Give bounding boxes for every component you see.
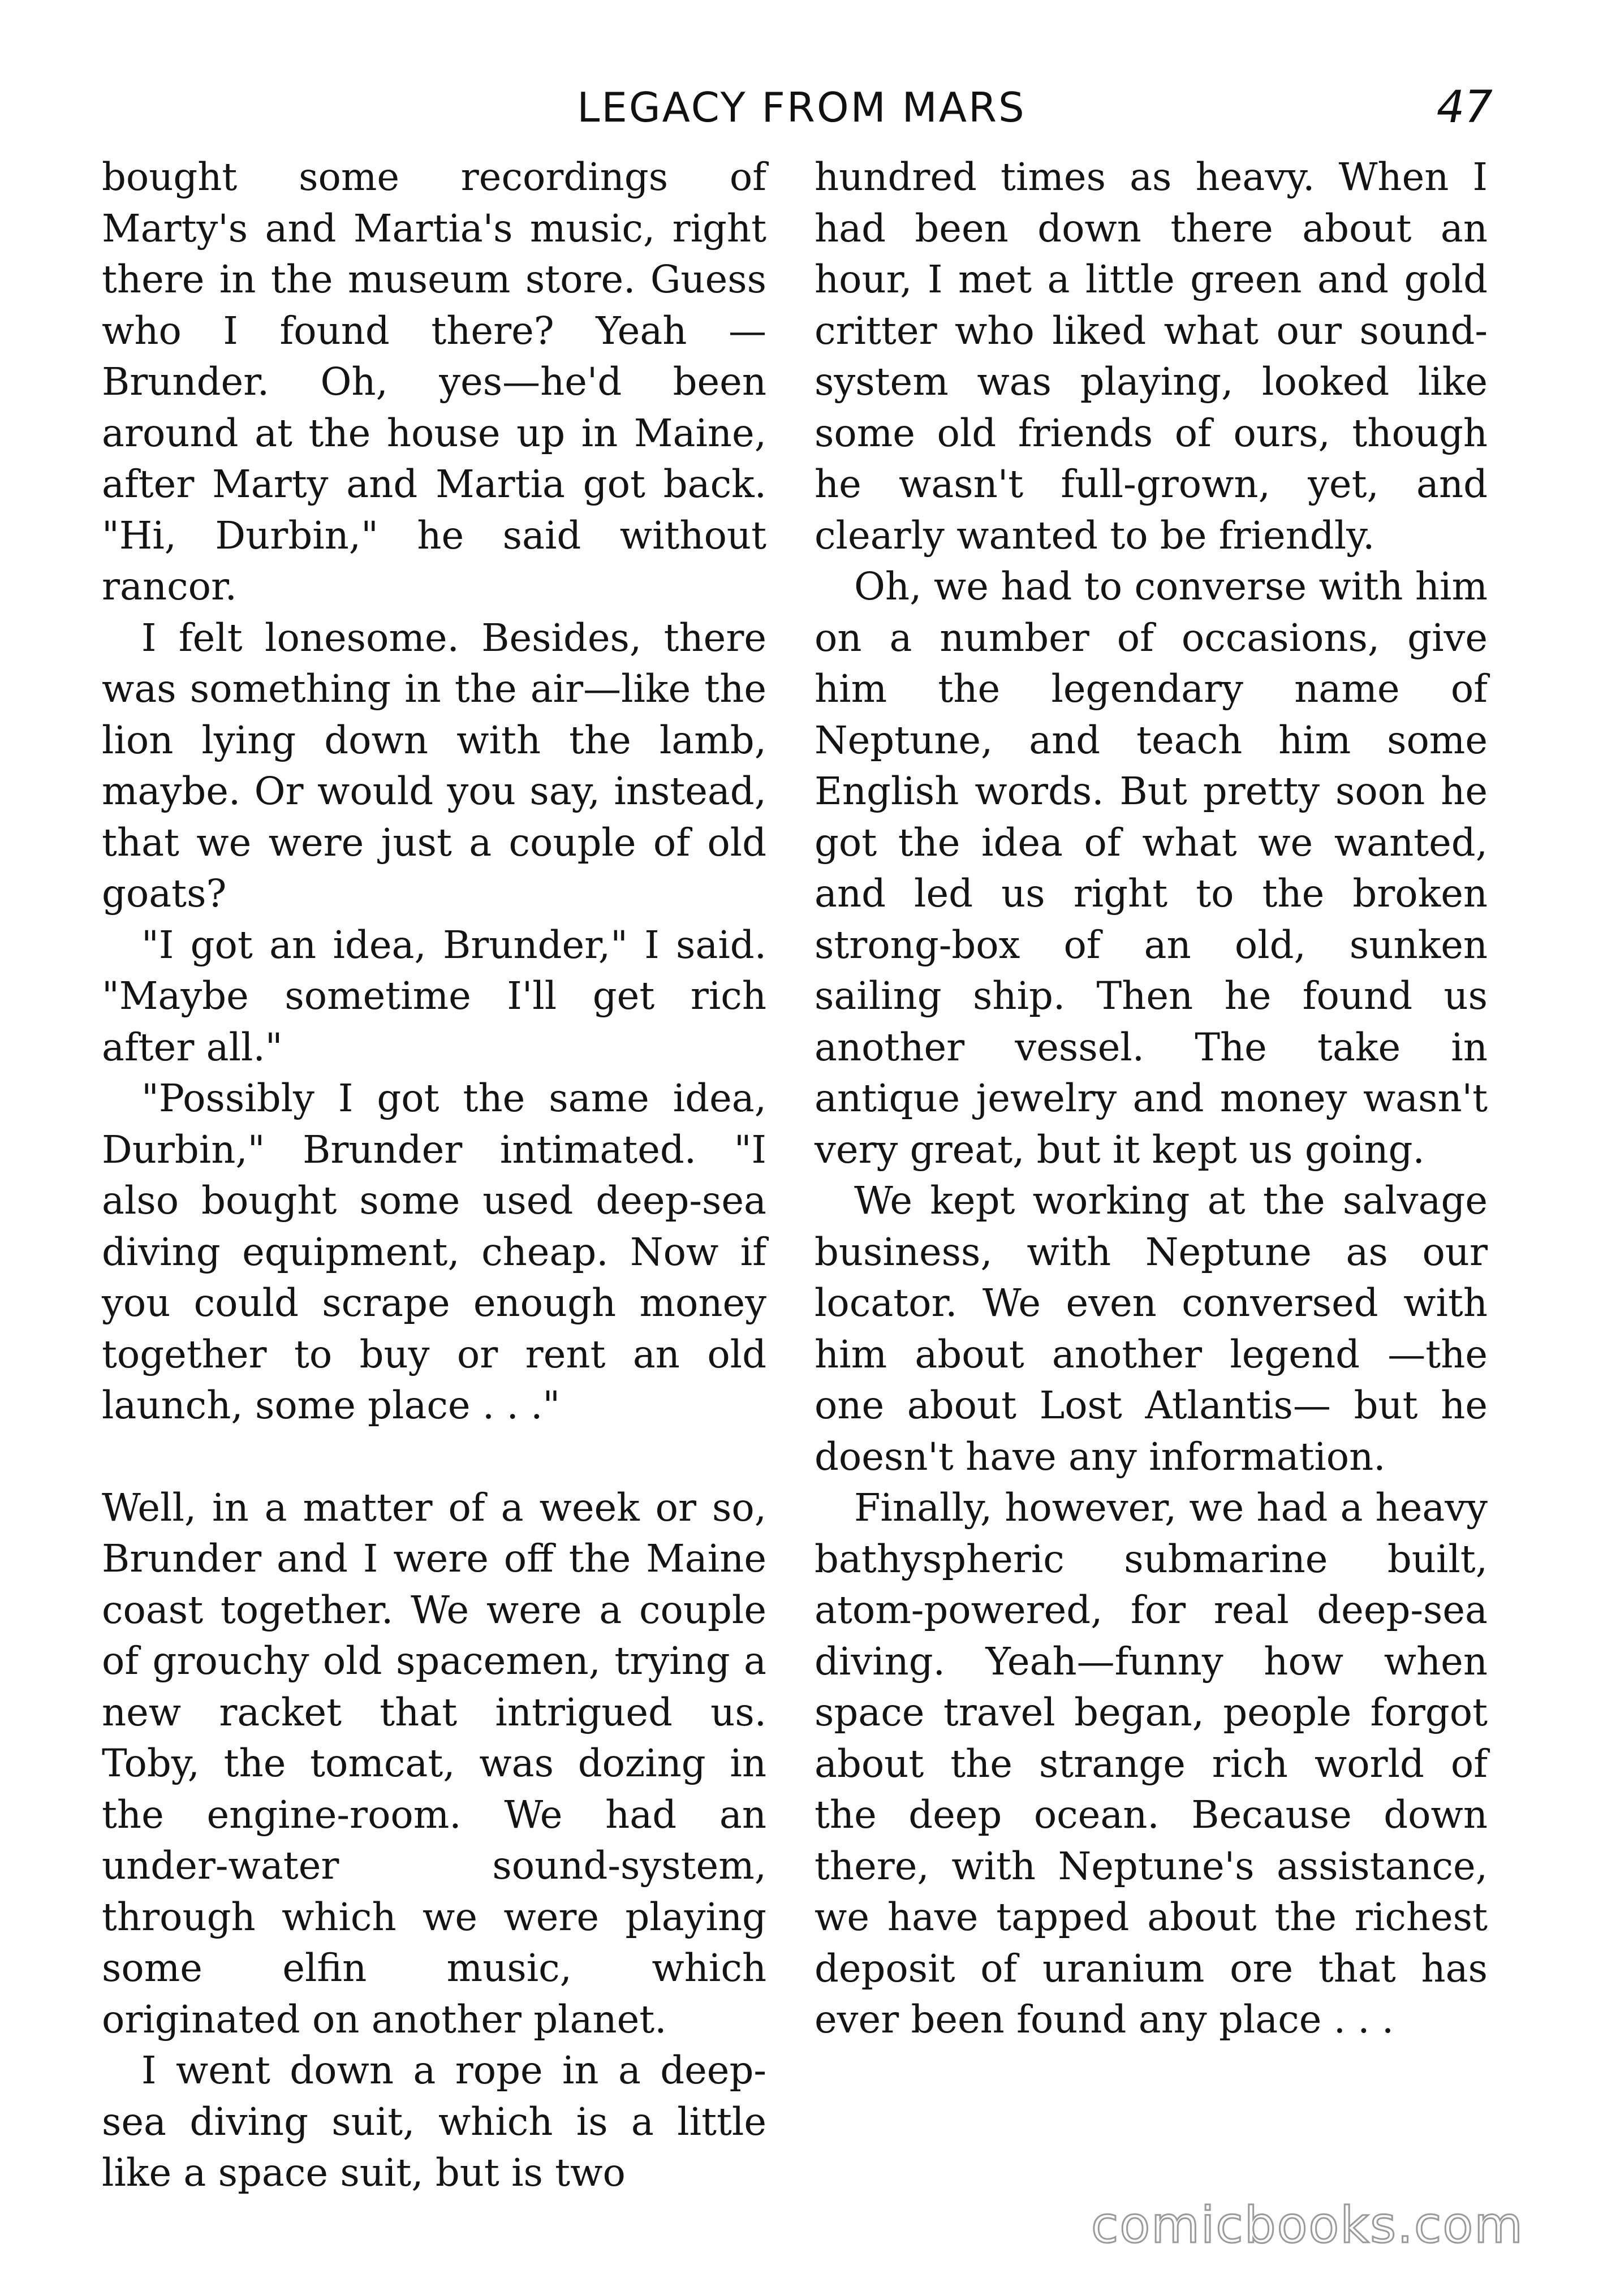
paragraph: Oh, we had to converse with him on a number of occasions, give him the legendary name of Neptune, and teach him some English words. But pretty soon he got the idea of what we wanted, and led us right to the broken strong-box of an old, sunken sailing ship. Then he found us another vessel. The take in antique jewelry and money wasn't very great, but it kept us going. [815, 564, 1488, 1172]
paragraph: Well, in a matter of a week or so, Brunder and I were off the Maine coast together. We were a couple of grouchy old spacemen, trying a new racket that intrigued us. Toby, the tomcat, was dozing in the engine-room. We had an under-water sound-system, through which we were playing some elfin music, which originated on another planet. [102, 1485, 766, 2042]
paragraph: I went down a rope in a deep-sea diving suit, which is a little like a space suit, but is two [102, 2048, 766, 2195]
section-break [102, 1431, 766, 1482]
paragraph: Finally, however, we had a heavy bathyspheric submarine built, atom-powered, for real deep-sea diving. Yeah—funny how when space travel began, people forgot about the strange rich world of the deep ocean. Because down there, with Neptune's assistance, we have tapped about the richest deposit of uranium ore that has ever been found any place . . . [815, 1486, 1488, 2042]
paragraph: "Possibly I got the same idea, Durbin," Brunder intimated. "I also bought some used deep-sea diving equipment, cheap. Now if you could scrape enough money together to buy or rent an old launch, some place . . ." [102, 1076, 766, 1427]
watermark: comicbooks.com [1091, 2196, 1524, 2254]
right-column [815, 152, 1488, 2045]
paragraph: bought some recordings of Marty's and Martia's music, right there in the museum store. Guess who I found there? Yeah —Brunder. Oh, yes—he'd been around at the house up in Maine, after Marty and Martia got back. "Hi, Durbin," he said without rancor. [102, 155, 766, 608]
paragraph: I felt lonesome. Besides, there was something in the air—like the lion lying down with the lamb, maybe. Or would you say, instead, that we were just a couple of old goats? [102, 615, 766, 916]
paragraph: "I got an idea, Brunder," I said. "Maybe sometime I'll get rich after all." [102, 922, 766, 1069]
left-column [102, 152, 766, 2199]
running-title: LEGACY FROM MARS [577, 84, 1026, 131]
page-header [0, 76, 1603, 139]
paragraph: We kept working at the salvage business, with Neptune as our locator. We even conversed with him about another legend —the one about Lost Atlantis— but he doesn't have any information. [815, 1179, 1488, 1479]
page-number: 47 [1436, 82, 1493, 133]
paragraph: hundred times as heavy. When I had been down there about an hour, I met a little green and gold critter who liked what our sound-system was playing, looked like some old friends of ours, though he wasn't full-grown, yet, and clearly wanted to be friendly. [815, 155, 1488, 558]
